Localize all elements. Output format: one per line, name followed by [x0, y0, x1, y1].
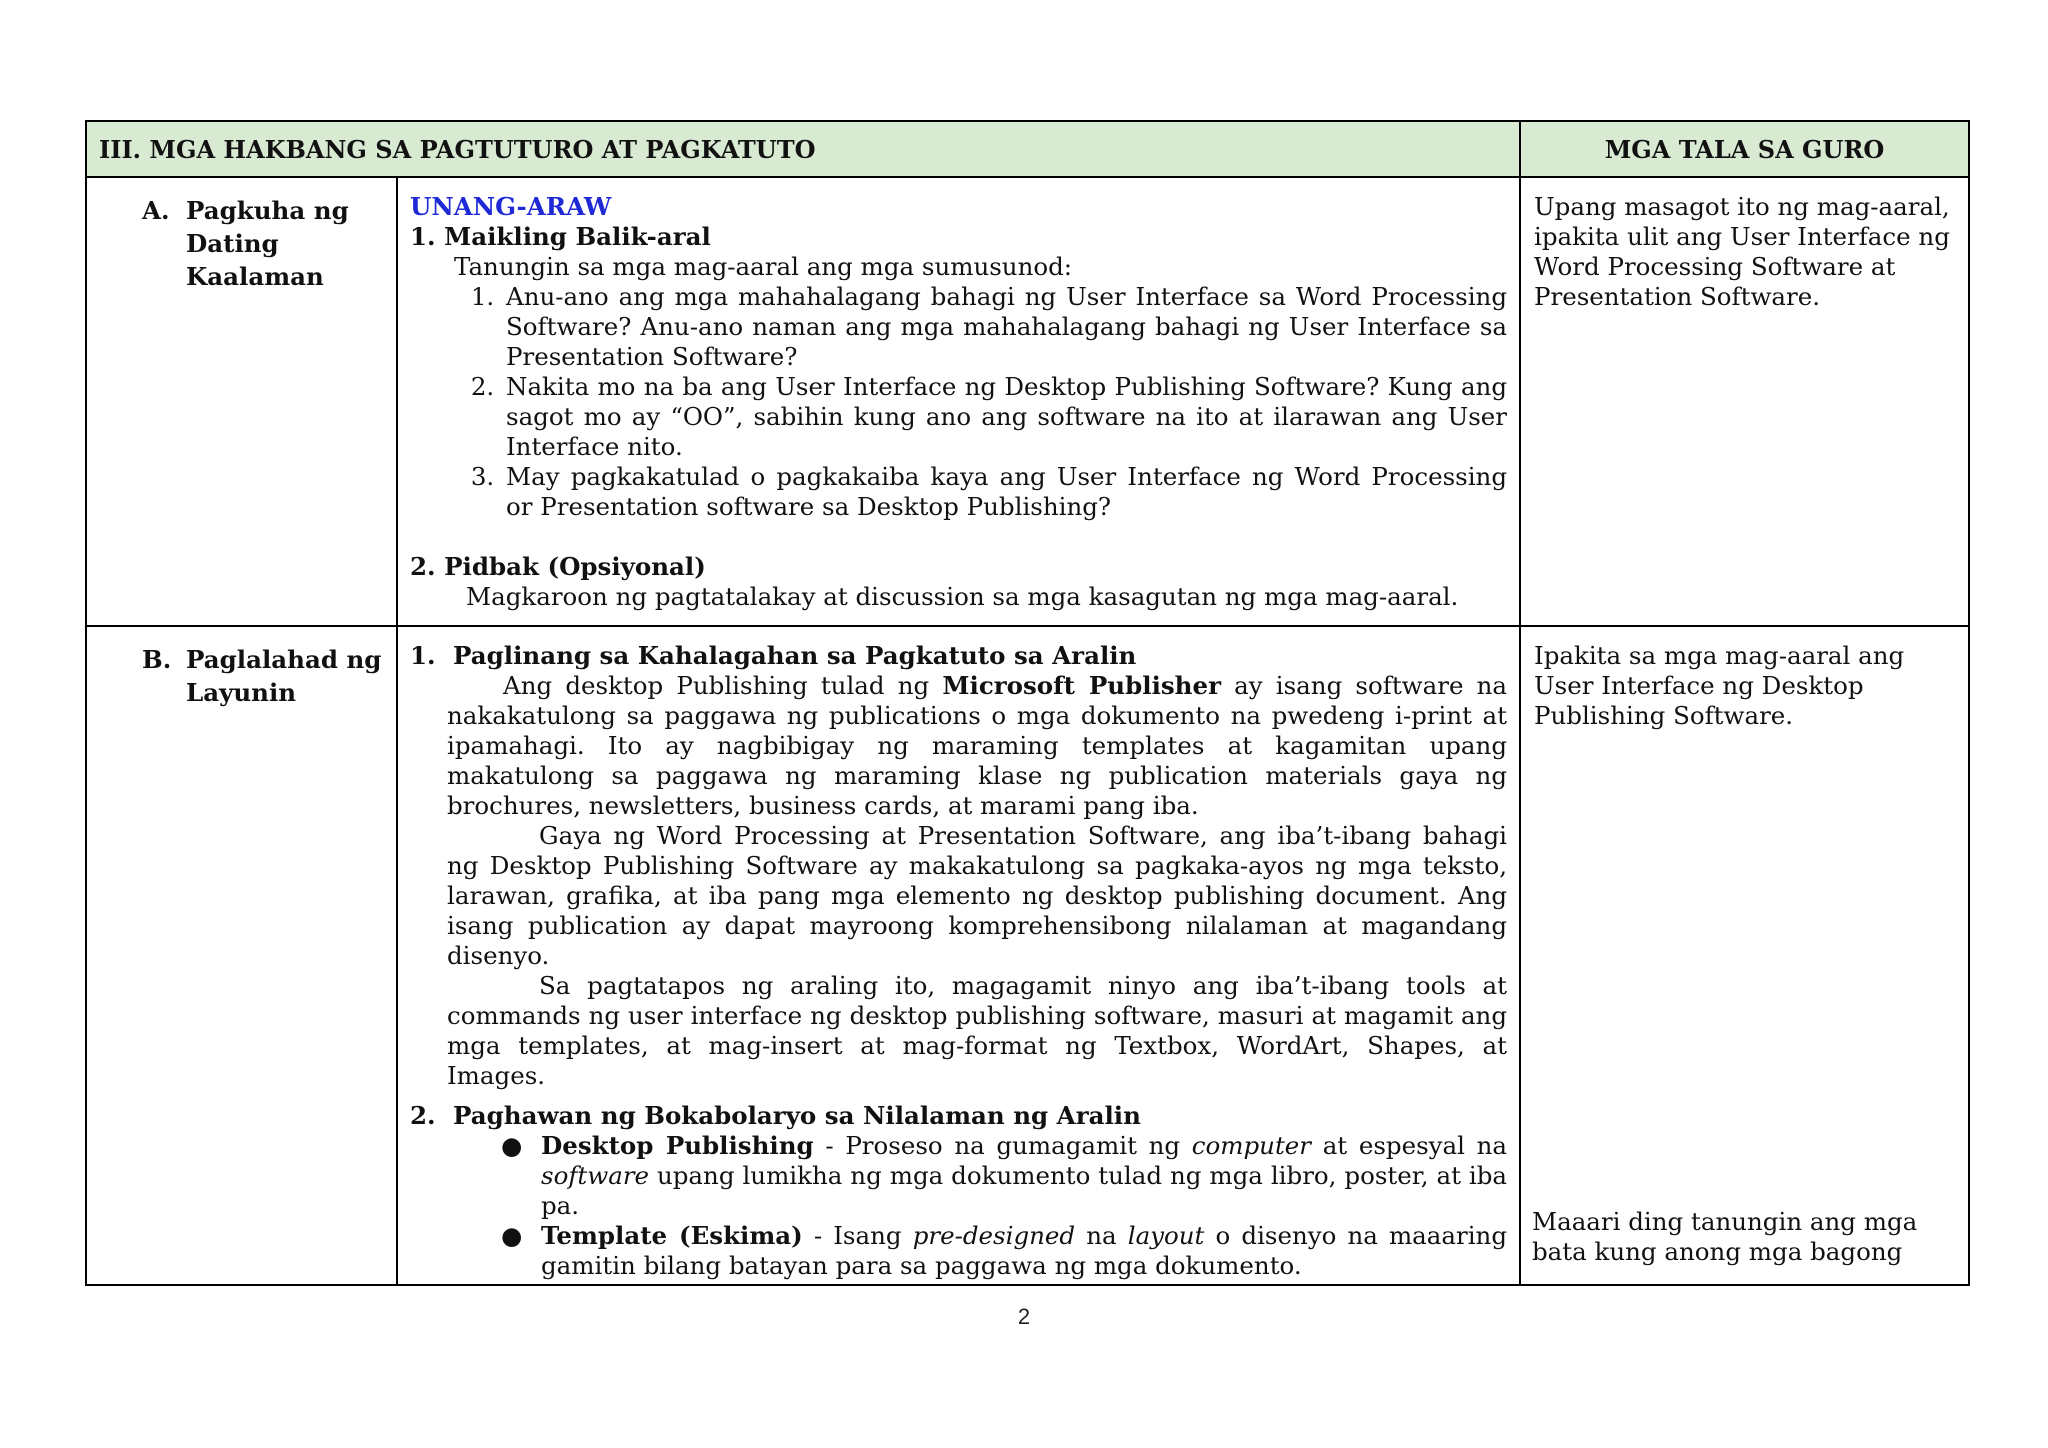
- vocab-term: Template (Eskima): [541, 1221, 803, 1250]
- paragraph-1: [410, 671, 1507, 821]
- vocab-text: - Isang: [802, 1221, 913, 1250]
- section-a-content-cell: [397, 177, 1520, 626]
- header-teacher-notes: MGA TALA SA GURO: [1520, 121, 1969, 177]
- list-item: 2. Nakita mo na ba ang User Interface ng Desktop Publishing Software? Kung ang sagot mo ay “OO”, sabihin kung ano ang software na ito at ilarawan ang User Interface nito.: [502, 372, 1507, 462]
- heading-2: [410, 1101, 1507, 1131]
- section-b-label-cell: [86, 626, 397, 1285]
- section-b-note: Ipakita sa mga mag-aaral ang User Interface ng Desktop Publishing Software.: [1534, 641, 1905, 730]
- heading-1: [410, 641, 1507, 671]
- heading-2-number: 2.: [410, 1101, 436, 1130]
- section-b-content-cell: [397, 626, 1520, 1285]
- day-label: UNANG-ARAW: [410, 192, 612, 221]
- paragraph-1-text-end: ay isang software na nakakatulong sa paggawa ng publications o mga dokumento na pwedeng i-print at ipamahagi. Ito ay nagbibigay ng maraming templates at kagamitan upang makatulong sa paggawa ng maraming klase ng publication materials gaya ng brochures, newsletters, business cards, at marami pang iba.: [447, 671, 1508, 820]
- lesson-plan-table: [85, 120, 1970, 1286]
- section-a-title: Pagkuha ng Dating Kaalaman: [186, 196, 349, 291]
- section-a-label-cell: [86, 177, 397, 626]
- vocab-term: Desktop Publishing: [541, 1131, 814, 1160]
- heading-2-text: Paghawan ng Bokabolaryo sa Nilalaman ng Aralin: [453, 1101, 1141, 1130]
- vocab-text: at espesyal na: [1311, 1131, 1508, 1160]
- heading-1-text: Paglinang sa Kahalagahan sa Pagkatuto sa Aralin: [453, 641, 1137, 670]
- section-a-note: Upang masagot ito ng mag-aaral, ipakita ulit ang User Interface ng Word Processing Software at Presentation Software.: [1534, 192, 1950, 311]
- bullet-icon: ●: [501, 1221, 523, 1250]
- page-number: 2: [1017, 1304, 1031, 1329]
- section-b-letter: B.: [142, 645, 172, 674]
- table-header-row: [86, 121, 1969, 177]
- section-b-title: Paglalahad ng Layunin: [186, 645, 382, 707]
- paragraph-1-text: Ang desktop Publishing tulad ng: [503, 671, 943, 700]
- paragraph-3-text: Sa pagtatapos ng araling ito, magagamit ninyo ang iba’t-ibang tools at commands ng user interface ng desktop publishing software, masuri at magamit ang mga templates, at mag-insert at mag-format ng Textbox, WordArt, Shapes, at Images.: [447, 971, 1508, 1090]
- vocab-text: o disenyo na maaaring gamitin bilang batayan para sa paggawa ng mga dokumento.: [541, 1221, 1508, 1280]
- part2-title: 2. Pidbak (Opsiyonal): [410, 552, 706, 581]
- list-item: 3. May pagkakatulad o pagkakaiba kaya ang User Interface ng Word Processing or Presentation software sa Desktop Publishing?: [502, 462, 1507, 522]
- section-a-letter: A.: [142, 196, 170, 225]
- part1-title: 1. Maikling Balik-aral: [410, 222, 711, 251]
- bullet-icon: ●: [501, 1131, 523, 1160]
- vocab-text: upang lumikha ng mga dokumento tulad ng mga libro, poster, at iba pa.: [541, 1161, 1508, 1220]
- vocab-italic: computer: [1191, 1131, 1312, 1160]
- part2-text: Magkaroon ng pagtatalakay at discussion sa mga kasagutan ng mga mag-aaral.: [466, 582, 1459, 611]
- paragraph-3: [410, 971, 1507, 1091]
- paragraph-2: [410, 821, 1507, 971]
- vocab-italic: software: [541, 1161, 650, 1190]
- header-steps: III. MGA HAKBANG SA PAGTUTURO AT PAGKATUTO: [86, 121, 1520, 177]
- table-row: [86, 177, 1969, 626]
- section-b-notes-cell: [1520, 626, 1969, 1285]
- section-a-notes-cell: [1520, 177, 1969, 626]
- vocab-text: na: [1075, 1221, 1128, 1250]
- review-questions: [410, 282, 1507, 522]
- list-item: 1. Anu-ano ang mga mahahalagang bahagi ng User Interface sa Word Processing Software? Anu-ano naman ang mga mahahalagang bahagi ng User Interface sa Presentation Software?: [502, 282, 1507, 372]
- vocab-italic: layout: [1127, 1221, 1205, 1250]
- paragraph-2-text: Gaya ng Word Processing at Presentation Software, ang iba’t-ibang bahagi ng Desktop Publishing Software ay makakatulong sa pagkaka-ayos ng mga teksto, larawan, grafika, at iba pang mga elemento ng desktop publishing document. Ang isang publication ay dapat mayroong komprehensibong nilalaman at magandang disenyo.: [447, 821, 1508, 970]
- list-item: [501, 1221, 1508, 1281]
- vocab-text: - Proseso na gumagamit ng: [813, 1131, 1192, 1160]
- microsoft-publisher-term: Microsoft Publisher: [942, 671, 1221, 700]
- section-b-note-2: Maaari ding tanungin ang mga bata kung anong mga bagong: [1532, 1207, 1918, 1266]
- list-item: [501, 1131, 1508, 1221]
- vocab-italic: pre-designed: [912, 1221, 1076, 1250]
- part1-intro: Tanungin sa mga mag-aaral ang mga sumusunod:: [454, 252, 1073, 281]
- table-row: [86, 626, 1969, 1285]
- heading-1-number: 1.: [410, 641, 436, 670]
- vocabulary-list: [410, 1131, 1507, 1281]
